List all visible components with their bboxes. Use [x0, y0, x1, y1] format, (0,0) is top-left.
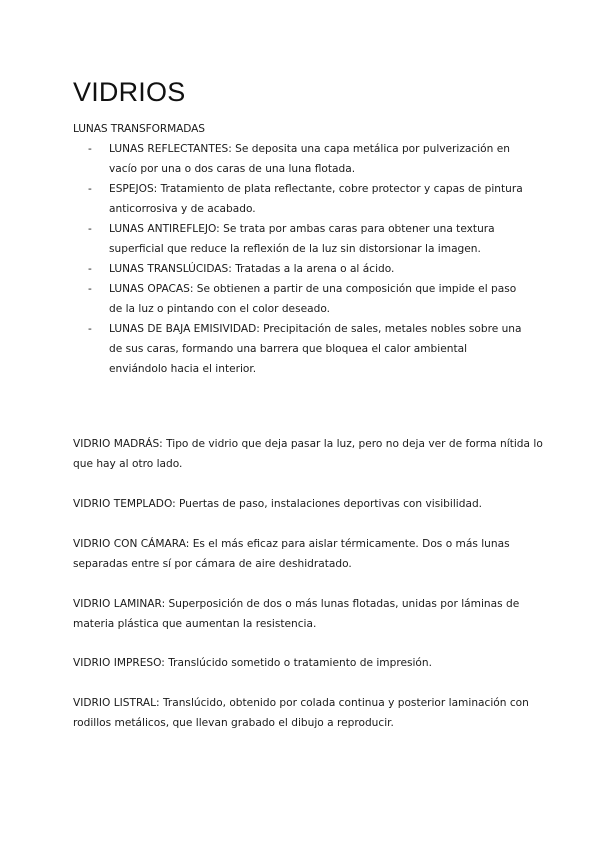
list-item-text: LUNAS REFLECTANTES: Se deposita una capa metálica por pulverización en vacío por una o dos caras de una luna flotada.: [109, 143, 510, 175]
bullet-marker: -: [88, 263, 92, 275]
list-item: [88, 219, 528, 259]
section-heading: LUNAS TRANSFORMADAS: [73, 123, 205, 135]
list-item-text: LUNAS DE BAJA EMISIVIDAD: Precipitación de sales, metales nobles sobre una de sus caras, formando una barrera que bloquea el calor ambiental enviándolo hacia el interior.: [109, 323, 522, 375]
list-item: [88, 259, 528, 279]
paragraph-vidrio-templado: VIDRIO TEMPLADO: Puertas de paso, instalaciones deportivas con visibilidad.: [73, 498, 483, 510]
paragraph-vidrio-listral: VIDRIO LISTRAL: Translúcido, obtenido por colada continua y posterior laminación con rodillos metálicos, que llevan grabado el dibujo a reproducir.: [73, 697, 529, 729]
paragraph-vidrio-con-camara: VIDRIO CON CÁMARA: Es el más eficaz para aislar térmicamente. Dos o más lunas separadas entre sí por cámara de aire deshidratado.: [73, 538, 510, 570]
paragraph-vidrio-laminar: VIDRIO LAMINAR: Superposición de dos o más lunas flotadas, unidas por láminas de materia plástica que aumentan la resistencia.: [73, 598, 520, 630]
list-item-text: ESPEJOS: Tratamiento de plata reflectante, cobre protector y capas de pintura anticorrosiva y de acabado.: [109, 183, 523, 215]
bullet-marker: -: [88, 223, 92, 235]
list-item: [88, 139, 528, 179]
paragraph-vidrio-madras: VIDRIO MADRÁS: Tipo de vidrio que deja pasar la luz, pero no deja ver de forma nítida lo que hay al otro lado.: [73, 438, 543, 470]
list-item: [88, 279, 528, 319]
bullet-marker: -: [88, 323, 92, 335]
list-item: [88, 179, 528, 219]
list-item-text: LUNAS ANTIREFLEJO: Se trata por ambas caras para obtener una textura superficial que reduce la reflexión de la luz sin distorsionar la imagen.: [109, 223, 495, 255]
page-title: VIDRIOS: [73, 77, 186, 107]
bullet-marker: -: [88, 183, 92, 195]
bullet-marker: -: [88, 143, 92, 155]
list-item: [88, 319, 528, 379]
list-item-text: LUNAS OPACAS: Se obtienen a partir de una composición que impide el paso de la luz o pintando con el color deseado.: [109, 283, 517, 315]
paragraph-vidrio-impreso: VIDRIO IMPRESO: Translúcido sometido o tratamiento de impresión.: [73, 657, 432, 669]
bullet-list: [88, 139, 528, 379]
bullet-marker: -: [88, 283, 92, 295]
list-item-text: LUNAS TRANSLÚCIDAS: Tratadas a la arena o al ácido.: [109, 263, 395, 275]
